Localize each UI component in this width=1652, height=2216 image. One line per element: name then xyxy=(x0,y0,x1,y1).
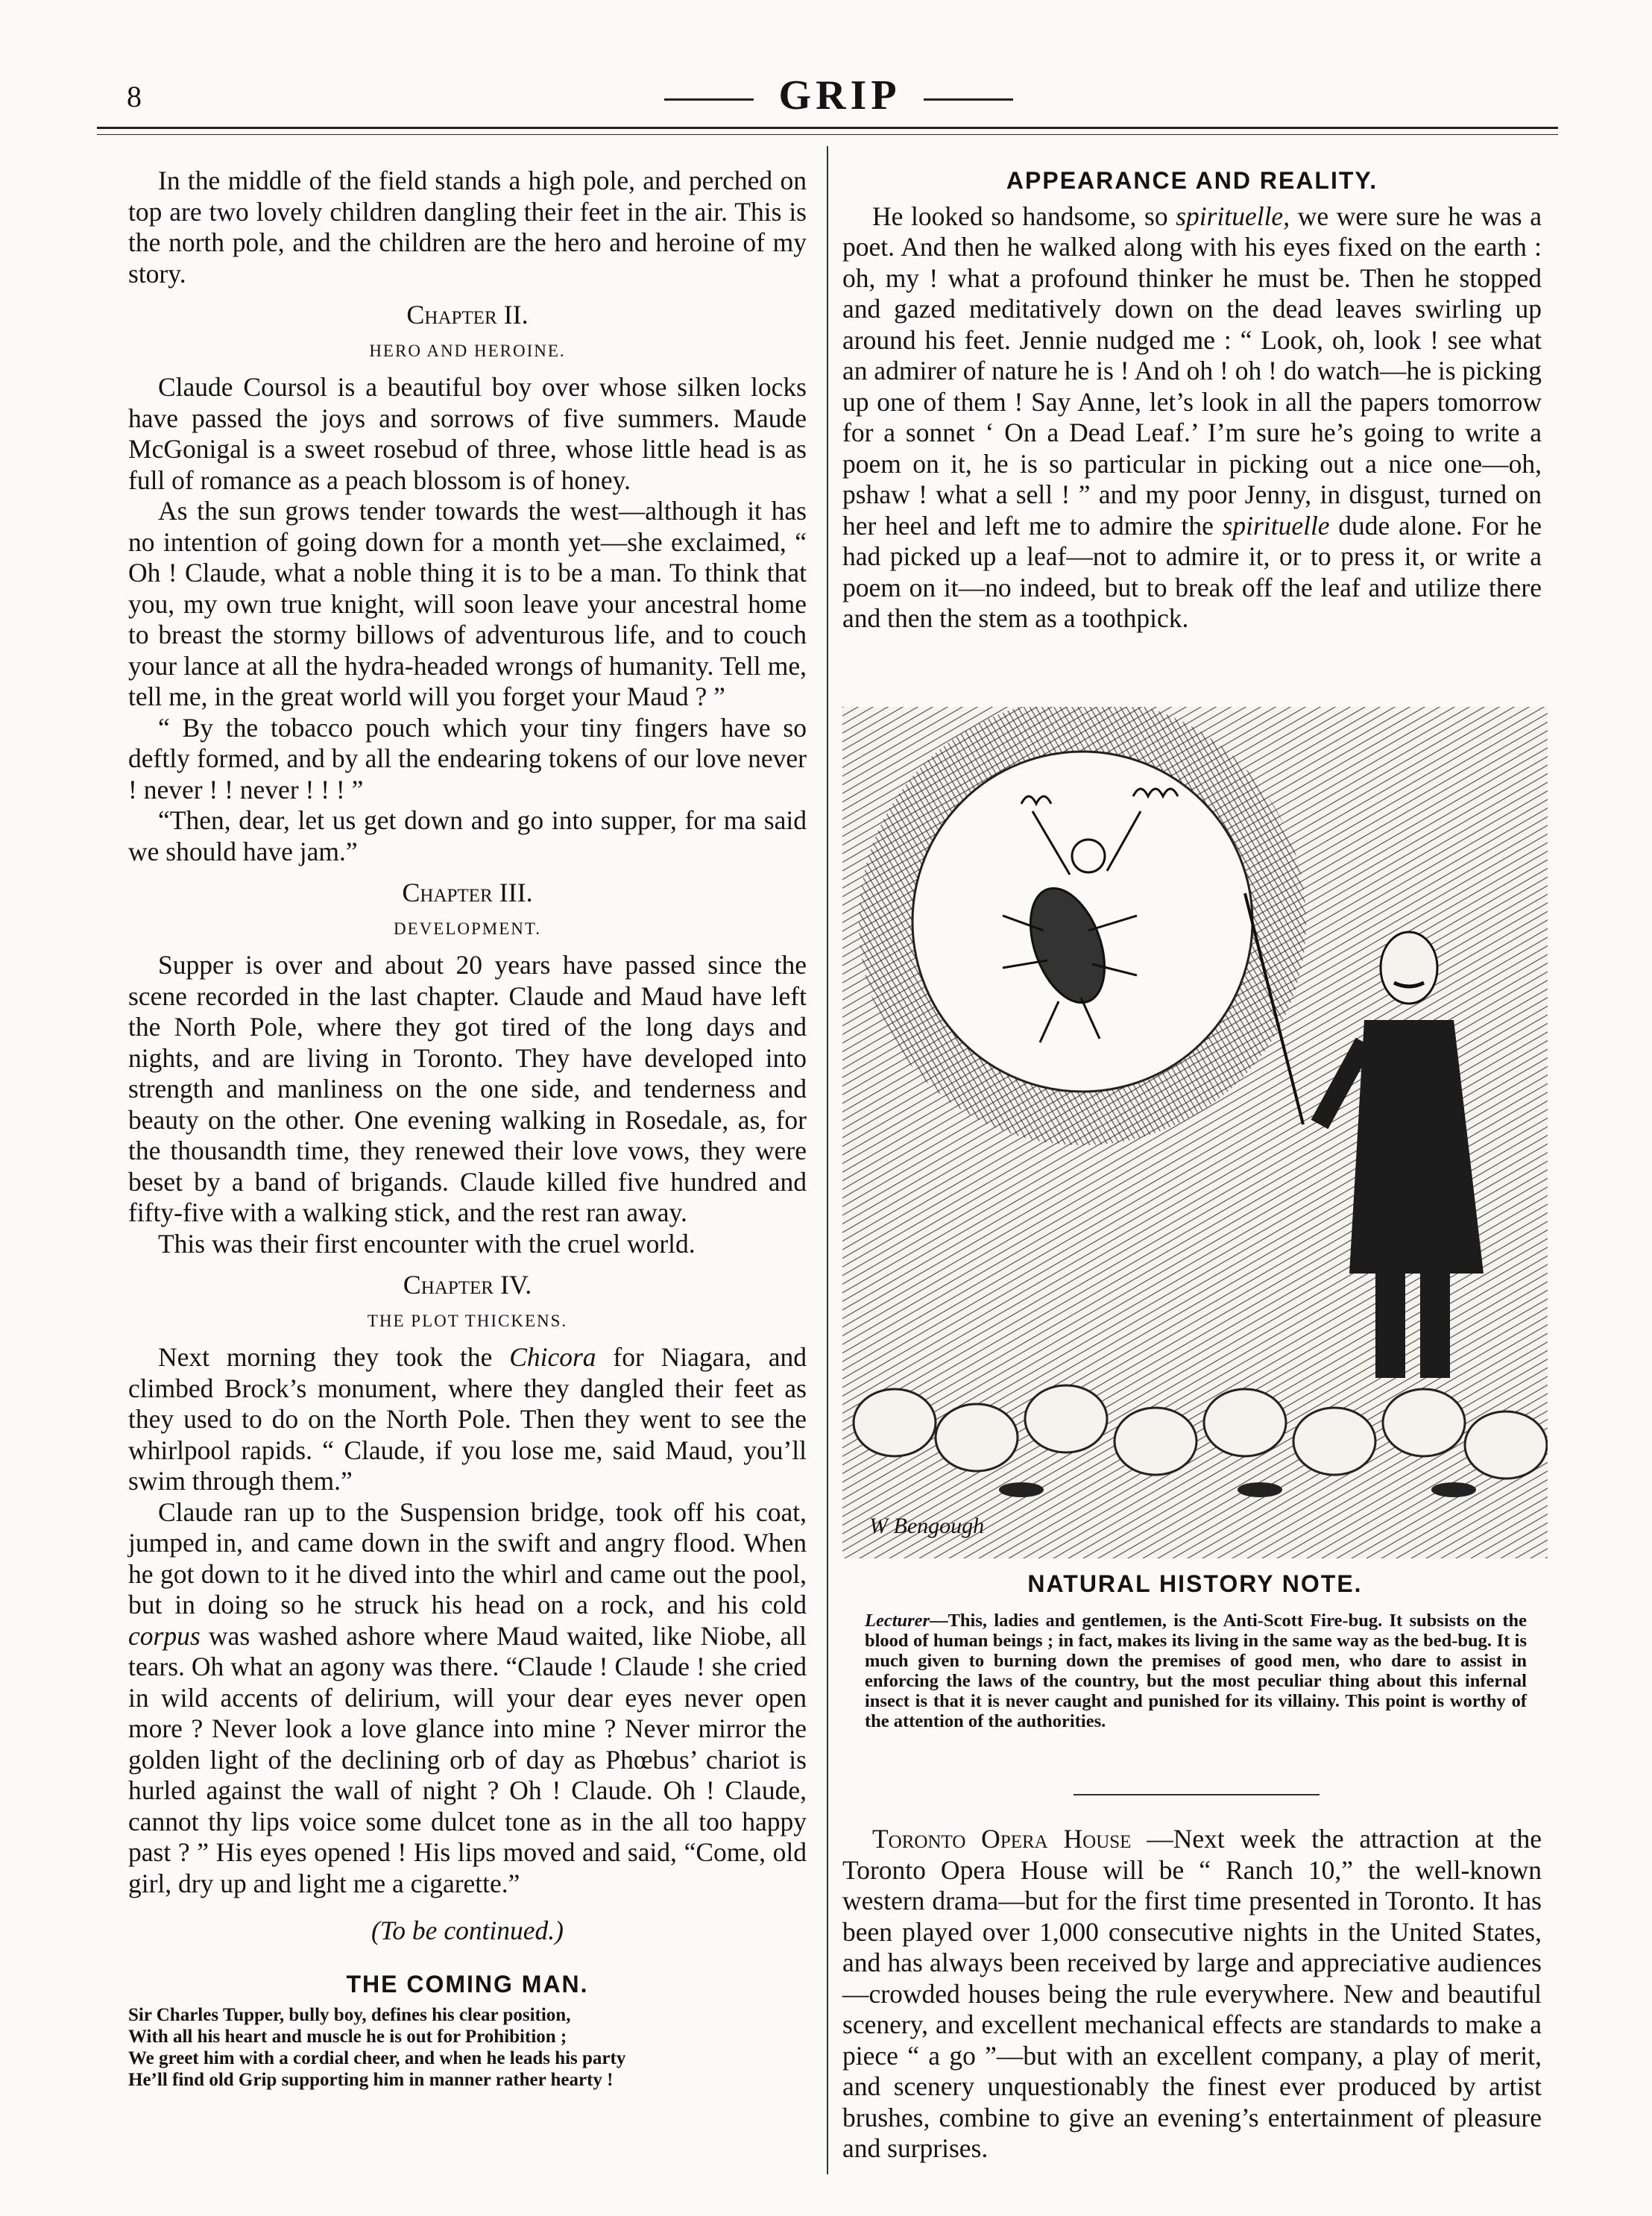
italic-word: corpus xyxy=(128,1620,201,1651)
chapter-2-subtitle: HERO AND HEROINE. xyxy=(369,341,566,360)
article-title: APPEARANCE AND REALITY. xyxy=(1006,167,1378,194)
header-rule-thin xyxy=(97,134,1558,135)
poem-title: THE COMING MAN. xyxy=(346,1970,589,1998)
right-column xyxy=(842,166,1542,635)
poem-line: With all his heart and muscle he is out for Prohibition ; xyxy=(128,2027,567,2047)
text-run: for Niagara, and climbed Brock’s monument, where they dangled their feet as they used to do on the North Pole. Then they went to see the whirlpool rapids. “ Claude, if you lose me, said Maud, you’ll swim through them.” xyxy=(128,1342,807,1496)
page-number: 8 xyxy=(127,80,142,113)
caption-speaker: Lecturer xyxy=(865,1611,930,1631)
italic-word: spirituelle, xyxy=(1176,201,1290,231)
text-run: dude alone. For he had picked up a leaf—not to admire it, or to press it, or write a poem on it—no indeed, but to break off the leaf and utilize there and then the stem as a toothpick. xyxy=(842,510,1542,633)
article-paragraph xyxy=(842,201,1542,635)
caption-rule xyxy=(1074,1794,1320,1795)
chapter-2-paragraph: “Then, dear, let us get down and go into supper, for ma said we should have jam.” xyxy=(128,805,807,866)
chapter-2-paragraph: Claude Coursol is a beautiful boy over whose silken locks have passed the joys and sorrows of five summers. Maude McGonigal is a sweet rosebud of three, whose little head is as full of romance as a peach blossom is of honey. xyxy=(128,372,807,495)
masthead xyxy=(112,72,1566,119)
poem-line: He’ll find old Grip supporting him in manner rather hearty ! xyxy=(128,2070,614,2090)
poem xyxy=(128,2004,807,2091)
caption-title-wrap xyxy=(842,1570,1548,1602)
text-run: was washed ashore where Maud waited, like Niobe, all tears. Oh what an agony was there. “Claude ! Claude ! she cried in wild accents of delirium, will your dear eyes never open more ? Never look a love glance into mine ? Never mirror the golden light of the declining orb of day as Phœbus’ chariot is hurled against the wall of night ? Oh ! Claude. Oh ! Claude, cannot thy lips voice some dulcet tone as in the all too happy past ? ” His eyes opened ! His lips moved and said, “Come, old girl, dry up and light me a cigarette.” xyxy=(128,1620,807,1898)
text-run: He looked so handsome, so xyxy=(872,201,1176,231)
artist-signature: W Bengough xyxy=(869,1514,985,1538)
italic-word: spirituelle xyxy=(1222,510,1330,541)
cartoon-drawing xyxy=(842,707,1548,1558)
cartoon-illustration xyxy=(842,707,1548,1558)
text-run: Next morning they took the xyxy=(158,1342,510,1372)
caption-text xyxy=(865,1611,1527,1731)
poem-line: We greet him with a cordial cheer, and when he leads his party xyxy=(128,2048,626,2068)
masthead-title: GRIP xyxy=(778,72,899,119)
notice-lead: Toronto Opera House xyxy=(872,1824,1132,1854)
ship-name: Chicora xyxy=(509,1342,596,1372)
caption-title: NATURAL HISTORY NOTE. xyxy=(1027,1570,1363,1597)
opera-house-notice xyxy=(842,1824,1542,2165)
page-header xyxy=(112,72,1566,131)
chapter-2-paragraph: As the sun grows tender towards the west—although it has no intention of going down for a month yet—she exclaimed, “ Oh ! Claude, what a noble thing it is to be a man. To think that you, my own true knight, will soon leave your ancestral home to breast the stormy billows of adventurous life, and to couch your lance at all the hydra-headed wrongs of humanity. Tell me, tell me, in the great world will you forget your Maud ? ” xyxy=(128,496,807,711)
text-run: Claude ran up to the Suspension bridge, took off his coat, jumped in, and came down in the swift and angry flood. When he got down to it he dived into the whirl and came out the pool, but in doing so he struck his head on a rock, and his cold xyxy=(128,1496,807,1619)
chapter-3-title: Chapter III. xyxy=(402,878,533,907)
chapter-3-paragraph: Supper is over and about 20 years have passed since the scene recorded in the last chapter. Claude and Maud have left the North Pole, where they got tired of the long days and nights, and are living in Toronto. They have developed into strength and manliness on the one side, and tenderness and beauty on the other. One evening walking in Rosedale, as, for the thousandth time, they renewed their love vows, they were beset by a band of brigands. Claude killed five hundred and fifty-five with a walking stick, and the rest ran away. xyxy=(128,950,807,1227)
story-intro: In the middle of the field stands a high pole, and perched on top are two lovely children dangling their feet in the air. This is the north pole, and the children are the hero and heroine of my story. xyxy=(128,166,807,289)
caption-body: —This, ladies and gentlemen, is the Anti-Scott Fire-bug. It subsists on the blood of human beings ; in fact, makes its living in the same way as the bed-bug. It is much given to burning down the premises of good men, who dare to assist in enforcing the laws of the country, but the most peculiar thing about this infernal insect is that it is never caught and punished for its villainy. This point is worthy of the attention of the authorities. xyxy=(865,1611,1527,1731)
masthead-rule-right xyxy=(924,98,1013,101)
notice-body: —Next week the attraction at the Toronto Opera House will be “ Ranch 10,” the well-known western drama—but for the first time presented in Toronto. It has been played over 1,000 consecutive nights in the United States, and has always been received by large and appreciative audiences—crowded houses being the rule everywhere. New and beautiful scenery, and excellent mechanical effects are standards to make a piece “ a go ”—but with an excellent company, a play of merit, and scenery unquestionably the finest ever produced by artist brushes, combine to give an evening’s entertainment of pleasure and surprises. xyxy=(842,1824,1542,2163)
chapter-4-title: Chapter IV. xyxy=(403,1270,532,1300)
chapter-3-paragraph: This was their first encounter with the cruel world. xyxy=(158,1228,696,1259)
chapter-3-subtitle: DEVELOPMENT. xyxy=(394,919,541,938)
masthead-rule-left xyxy=(664,98,754,101)
left-column xyxy=(128,166,807,2091)
chapter-4-subtitle: THE PLOT THICKENS. xyxy=(367,1311,568,1330)
text-run: we were sure he was a poet. And then he walked along with his eyes fixed on the earth : oh, my ! what a profound thinker he must be. Then he stopped and gazed meditatively down on the dead leaves swirling up around his feet. Jennie nudged me : “ Look, oh, look ! see what an admirer of nature he is ! And oh ! oh ! do watch—he is picking up one of them ! Say Anne, let’s look in all the papers tomorrow for a sonnet ‘ On a Dead Leaf.’ I’m sure he’s going to write a poem on it, he is so particular in picking out a nice one—oh, pshaw ! what a sell ! ” and my poor Jenny, in disgust, turned on her heel and left me to admire the xyxy=(842,201,1542,541)
column-divider xyxy=(827,146,828,2174)
chapter-4-paragraph xyxy=(128,1342,807,1497)
chapter-4-paragraph xyxy=(128,1497,807,1900)
to-be-continued: (To be continued.) xyxy=(371,1916,564,1945)
chapter-2-paragraph: “ By the tobacco pouch which your tiny fingers have so deftly formed, and by all the endearing tokens of our love never ! never ! ! never ! ! ! ” xyxy=(128,712,807,805)
notice-paragraph xyxy=(842,1824,1542,2165)
chapter-2-title: Chapter II. xyxy=(406,300,529,330)
header-rule-thick xyxy=(97,127,1558,129)
poem-line: Sir Charles Tupper, bully boy, defines his clear position, xyxy=(128,2005,571,2025)
